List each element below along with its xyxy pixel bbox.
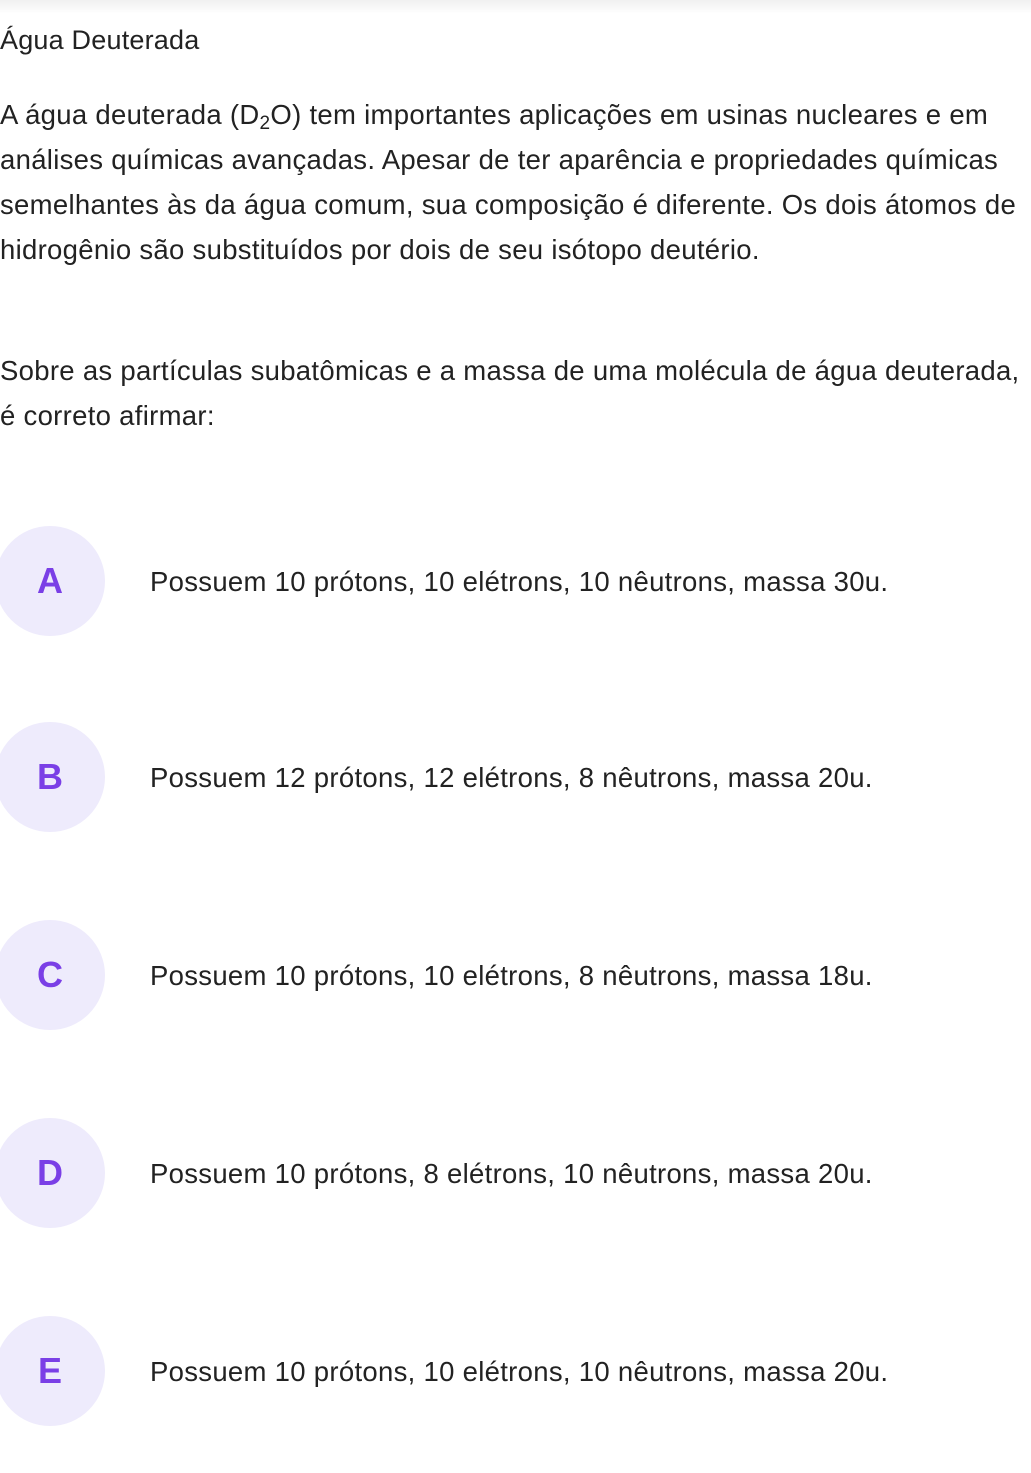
option-a[interactable] xyxy=(0,526,1031,636)
question-prompt: Sobre as partículas subatômicas e a massa de uma molécula de água deuterada, é correto afirmar: xyxy=(0,355,1020,431)
option-d-text: Possuem 10 prótons, 8 elétrons, 10 nêutrons, massa 20u. xyxy=(150,1158,873,1189)
option-a-text: Possuem 10 prótons, 10 elétrons, 10 nêutrons, massa 30u. xyxy=(150,566,889,597)
option-d-letter: D xyxy=(37,1152,63,1193)
option-d[interactable] xyxy=(0,1118,1031,1228)
option-c[interactable] xyxy=(0,920,1031,1030)
question-statement xyxy=(0,92,1020,272)
option-b-text: Possuem 12 prótons, 12 elétrons, 8 nêutrons, massa 20u. xyxy=(150,762,873,793)
option-e-letter: E xyxy=(37,1350,62,1391)
option-e-text: Possuem 10 prótons, 10 elétrons, 10 nêutrons, massa 20u. xyxy=(150,1356,889,1387)
option-e[interactable] xyxy=(0,1316,1031,1426)
statement-after-formula: O) tem importantes aplicações em usinas nucleares e em análises químicas avançadas. Apesar de ter aparência e propriedades químicas semelhantes às da água comum, sua composição é diferente. Os dois átomos de hidrogênio são substituídos por dois de seu isótopo deutério. xyxy=(0,99,1017,265)
option-a-letter: A xyxy=(37,560,63,601)
option-b-letter: B xyxy=(37,756,63,797)
option-c-letter: C xyxy=(37,954,63,995)
option-b[interactable] xyxy=(0,722,1031,832)
option-c-text: Possuem 10 prótons, 10 elétrons, 8 nêutrons, massa 18u. xyxy=(150,960,873,991)
statement-before-formula: A água deuterada (D xyxy=(0,99,260,130)
top-edge-shadow xyxy=(0,0,1031,14)
formula-subscript: 2 xyxy=(259,113,271,134)
question-title: Água Deuterada xyxy=(0,25,200,55)
